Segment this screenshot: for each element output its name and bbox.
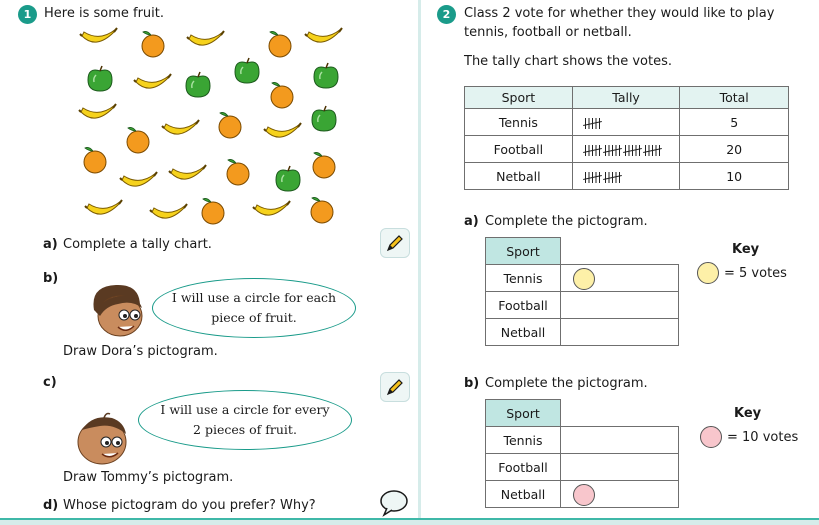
tally-marks <box>572 109 680 136</box>
pictogram-sport: Football <box>486 292 561 319</box>
dora-instruction: Draw Dora’s pictogram. <box>63 344 218 359</box>
tally-row <box>465 163 789 190</box>
pictogram-cells[interactable] <box>561 319 679 346</box>
pictogram-sport: Football <box>486 454 561 481</box>
pictogram-sport: Netball <box>486 319 561 346</box>
question-2-intro-line-2: tennis, football or netball. <box>464 25 632 40</box>
pictogram-a <box>485 237 679 346</box>
q2-part-b-label: b) <box>464 376 480 391</box>
pictogram-sport: Tennis <box>486 427 561 454</box>
question-2-intro-line-1: Class 2 vote for whether they would like to play <box>464 6 775 21</box>
pictogram-cells[interactable] <box>561 265 679 292</box>
pictogram-row <box>486 481 679 508</box>
pictogram-row <box>486 265 679 292</box>
tally-header-total: Total <box>680 87 789 109</box>
column-divider <box>418 0 421 518</box>
q1-part-d-label: d) <box>43 498 59 513</box>
pink-circle-icon <box>700 426 722 448</box>
tally-mark-group <box>605 145 621 156</box>
q2-part-b-text: Complete the pictogram. <box>485 376 648 391</box>
dora-speech-line-1: I will use a circle for each <box>171 290 337 305</box>
tally-sport: Football <box>465 136 573 163</box>
tommy-instruction: Draw Tommy’s pictogram. <box>63 470 234 485</box>
question-1-intro: Here is some fruit. <box>44 6 165 21</box>
tommy-speech-bubble <box>138 390 352 450</box>
tally-header-sport: Sport <box>465 87 573 109</box>
q2-part-a-text: Complete the pictogram. <box>485 214 648 229</box>
pink-circle-icon <box>573 484 595 506</box>
pictogram-b <box>485 399 679 508</box>
tally-total: 5 <box>680 109 789 136</box>
tally-mark-group <box>645 145 661 156</box>
pictogram-cells[interactable] <box>561 454 679 481</box>
pencil-icon <box>380 372 410 402</box>
key-a-title: Key <box>732 242 760 257</box>
tally-sport: Netball <box>465 163 573 190</box>
tally-sport: Tennis <box>465 109 573 136</box>
q1-part-d-text: Whose pictogram do you prefer? Why? <box>63 498 316 513</box>
tally-intro: The tally chart shows the votes. <box>464 54 672 69</box>
tally-marks <box>572 136 680 163</box>
pictogram-row <box>486 427 679 454</box>
tally-marks <box>572 163 680 190</box>
pictogram-a-header: Sport <box>486 238 561 265</box>
tally-mark-group <box>585 145 601 156</box>
tally-mark-group <box>585 118 601 129</box>
tally-mark-group <box>605 172 621 183</box>
tally-mark-group <box>585 172 601 183</box>
yellow-circle-icon <box>573 268 595 290</box>
fruit-illustration <box>70 24 350 229</box>
question-2-number: 2 <box>437 5 456 24</box>
tally-row <box>465 136 789 163</box>
pictogram-cells[interactable] <box>561 481 679 508</box>
tally-header-tally: Tally <box>572 87 680 109</box>
pictogram-cells[interactable] <box>561 427 679 454</box>
speech-bubble-icon <box>378 488 410 522</box>
key-a-value: = 5 votes <box>724 266 787 281</box>
pictogram-row <box>486 319 679 346</box>
yellow-circle-icon <box>697 262 719 284</box>
dora-avatar <box>88 282 150 340</box>
q1-part-a-text: Complete a tally chart. <box>63 237 212 252</box>
question-1-number: 1 <box>18 5 37 24</box>
tommy-speech-line-2: 2 pieces of fruit. <box>193 422 297 437</box>
dora-speech-bubble <box>152 278 356 338</box>
tally-total: 20 <box>680 136 789 163</box>
tally-row <box>465 109 789 136</box>
q1-part-c-label: c) <box>43 375 57 390</box>
pictogram-row <box>486 292 679 319</box>
pictogram-sport: Tennis <box>486 265 561 292</box>
tommy-avatar <box>70 410 132 468</box>
tally-total: 10 <box>680 163 789 190</box>
q2-part-a-label: a) <box>464 214 479 229</box>
pictogram-sport: Netball <box>486 481 561 508</box>
tally-mark-group <box>625 145 641 156</box>
pictogram-b-header: Sport <box>486 400 561 427</box>
pictogram-row <box>486 454 679 481</box>
key-b-value: = 10 votes <box>727 430 799 445</box>
pictogram-cells[interactable] <box>561 292 679 319</box>
dora-speech-line-2: piece of fruit. <box>211 310 297 325</box>
key-b-title: Key <box>734 406 762 421</box>
tally-chart <box>464 86 789 190</box>
tommy-speech-line-1: I will use a circle for every <box>160 402 330 417</box>
pencil-icon <box>380 228 410 258</box>
q1-part-a-label: a) <box>43 237 58 252</box>
q1-part-b-label: b) <box>43 271 59 286</box>
